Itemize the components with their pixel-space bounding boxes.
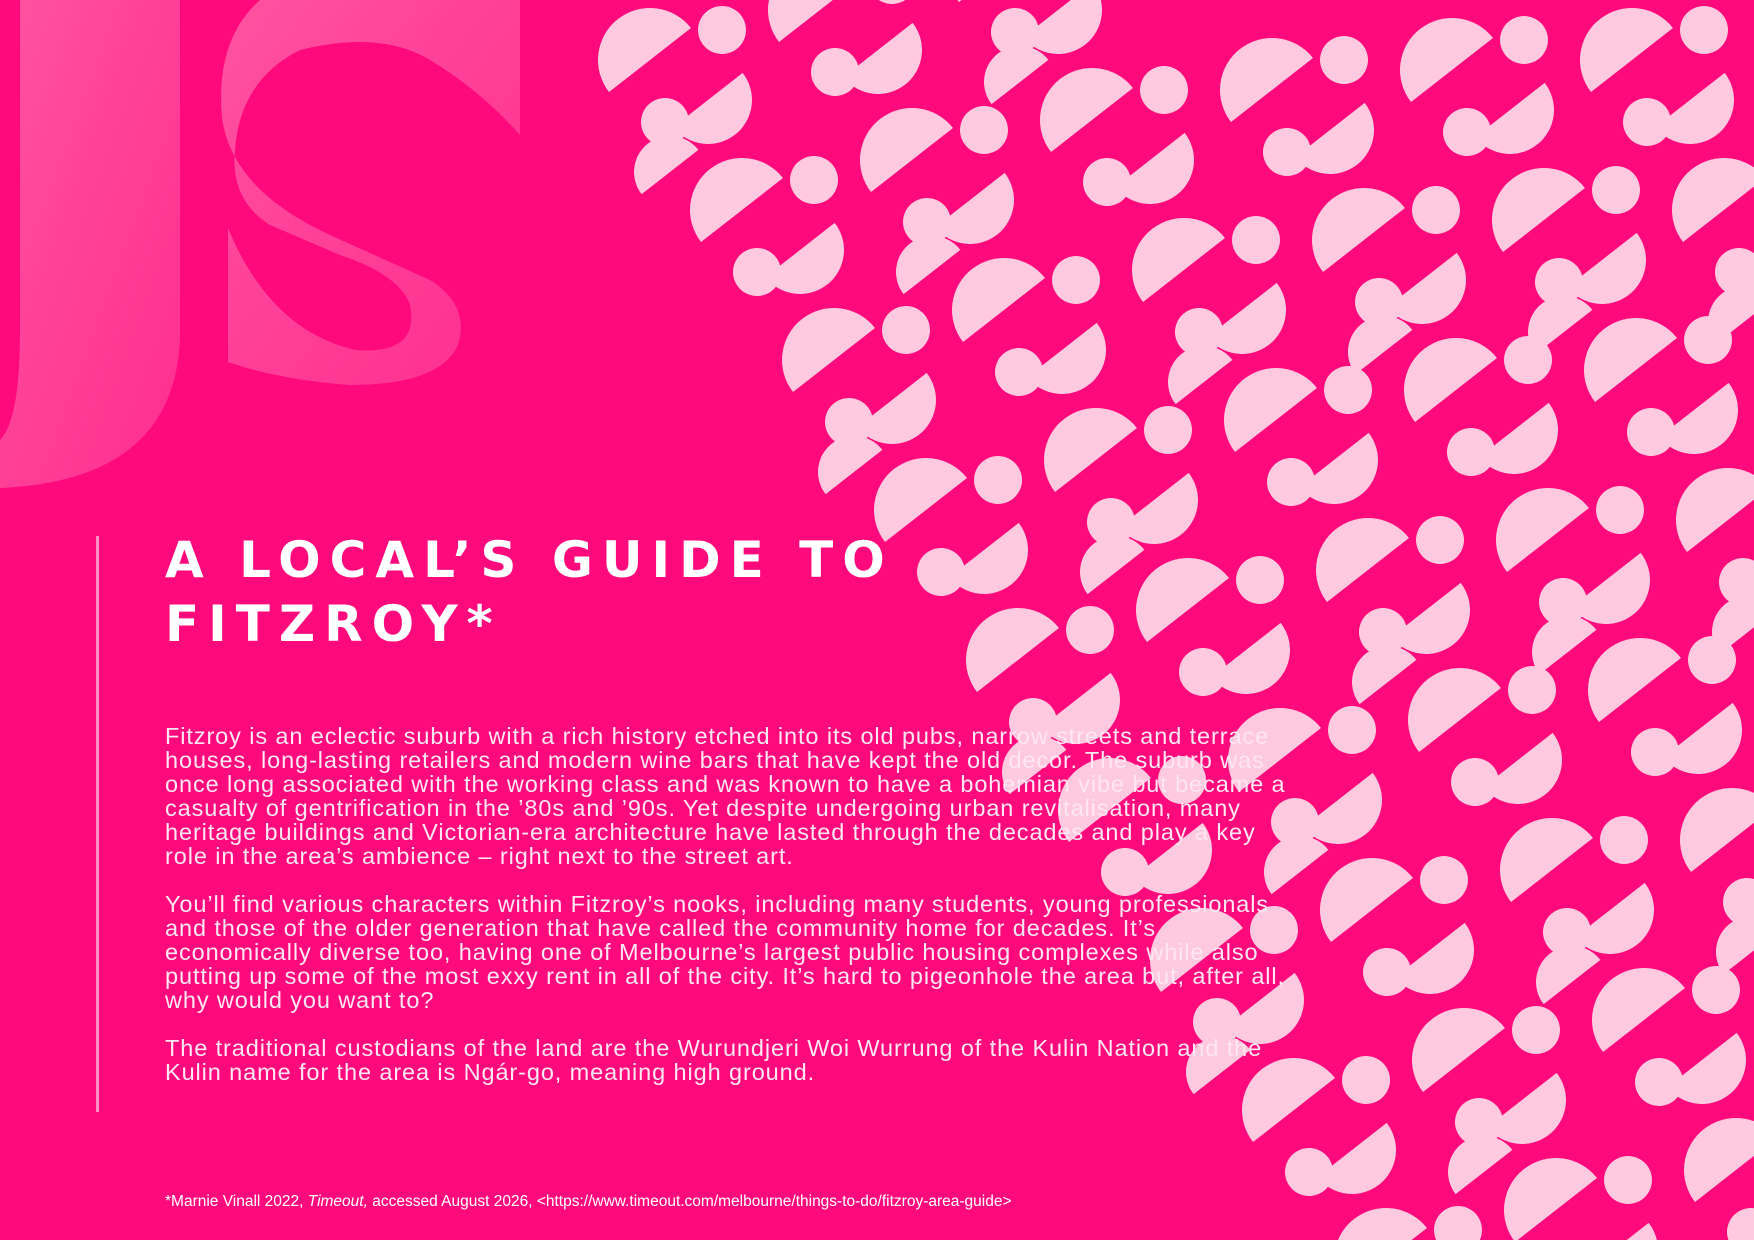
pattern-half-disc — [761, 287, 875, 392]
pattern-motif — [1651, 137, 1754, 344]
body-text — [165, 724, 1295, 1108]
pattern-motif — [1019, 47, 1212, 222]
pattern-dot — [1416, 516, 1464, 564]
title-line-1: A LOCAL’S GUIDE TO — [165, 531, 894, 589]
title-line-2: FITZROY* — [165, 595, 502, 653]
pattern-motif — [931, 237, 1124, 412]
pattern-half-disc — [839, 87, 953, 192]
pattern-motif — [1659, 767, 1754, 974]
pattern-dot — [1412, 186, 1460, 234]
pattern-half-disc — [1111, 197, 1225, 302]
pattern-dot — [1631, 728, 1679, 776]
pattern-half-disc — [1199, 17, 1313, 122]
pattern-dot — [1066, 606, 1114, 654]
paragraph-community: You’ll find various characters within Fitzroy’s nooks, including many students, young professionals and those of the older generation that have called the community home for decades. It’s economically diverse too, having one of Melbourne’s largest public housing complexes while also putting up some of the most exxy rent in all of the city. It’s hard to pigeonhole the area but, after all, why would you want to? — [165, 891, 1285, 1013]
pattern-half-disc — [1023, 387, 1137, 492]
pattern-half-disc — [1391, 987, 1505, 1092]
pattern-dot — [1263, 128, 1311, 176]
pattern-dot — [1236, 556, 1284, 604]
pattern-motif — [1387, 647, 1580, 822]
pattern-half-disc — [747, 0, 861, 42]
pattern-dot — [868, 0, 916, 4]
pattern-motif — [1655, 447, 1754, 654]
pattern-dot — [1512, 1006, 1560, 1054]
pattern-motif — [1663, 1097, 1754, 1240]
pattern-dot — [1596, 486, 1644, 534]
pattern-half-disc — [1479, 797, 1593, 902]
pattern-half-disc — [927, 0, 1041, 2]
pattern-dot — [1052, 256, 1100, 304]
pattern-dot — [1342, 1056, 1390, 1104]
page-title — [165, 528, 1065, 656]
pattern-dot — [1727, 1208, 1754, 1240]
pattern-motif — [1299, 837, 1492, 1012]
footnote-prefix: *Marnie Vinall 2022, — [165, 1193, 308, 1210]
pattern-half-disc — [1475, 467, 1589, 572]
pattern-motif — [1203, 347, 1396, 522]
pattern-dot — [960, 106, 1008, 154]
pattern-motif — [1199, 17, 1392, 192]
pattern-dot — [733, 248, 781, 296]
pattern-dot — [995, 348, 1043, 396]
pattern-half-disc — [1471, 147, 1585, 252]
pattern-dot — [1144, 406, 1192, 454]
pattern-dot — [1451, 758, 1499, 806]
pattern-dot — [1592, 166, 1640, 214]
footnote-publication: Timeout, — [307, 1193, 368, 1210]
pattern-half-disc — [577, 0, 691, 92]
pattern-motif — [1571, 947, 1754, 1122]
pattern-half-disc — [1579, 1223, 1675, 1240]
pattern-dot — [1443, 108, 1491, 156]
pattern-motif — [669, 137, 862, 312]
pattern-dot — [698, 6, 746, 54]
pattern-half-disc — [1663, 1097, 1754, 1202]
footnote-suffix: accessed August 2026, <https://www.timeout.com/melbourne/things-to-do/fitzroy-area-guide> — [367, 1193, 1012, 1210]
pattern-motif — [1559, 0, 1752, 162]
pattern-half-disc — [1295, 497, 1409, 602]
pattern-dot — [1232, 216, 1280, 264]
pattern-half-disc — [1655, 447, 1754, 552]
pattern-dot — [1508, 666, 1556, 714]
pattern-half-disc — [1651, 137, 1754, 242]
pattern-dot — [1179, 648, 1227, 696]
source-footnote — [165, 1193, 1365, 1211]
pattern-dot — [1434, 1206, 1482, 1240]
pattern-dot — [1267, 458, 1315, 506]
pattern-dot — [811, 48, 859, 96]
pattern-dot — [1285, 1148, 1333, 1196]
pattern-motif — [1379, 0, 1572, 172]
pattern-half-disc — [1559, 0, 1673, 92]
pattern-dot — [1324, 366, 1372, 414]
pattern-half-disc — [1379, 0, 1493, 102]
pattern-dot — [1320, 36, 1368, 84]
pattern-motif — [1115, 537, 1308, 712]
pattern-dot — [1692, 966, 1740, 1014]
pattern-half-disc — [1291, 167, 1405, 272]
pattern-dot — [1363, 948, 1411, 996]
pattern-dot — [1447, 428, 1495, 476]
pattern-dot — [1600, 816, 1648, 864]
pattern-dot — [882, 306, 930, 354]
pattern-dot — [1500, 16, 1548, 64]
pattern-motif — [747, 0, 940, 112]
paragraph-history: Fitzroy is an eclectic suburb with a rich history etched into its old pubs, narrow streets and terrace houses, long-lasting retailers and modern wine bars that have kept the old decor. The suburb was once long associated with the working class and was known to have a bohemian vibe but became a casualty of gentrification in the ’80s and ’90s. Yet despite undergoing urban revitalisation, many heritage buildings and Victorian-era architecture have lasted through the decades and play a key role in the area’s ambience – right next to the street art. — [165, 723, 1286, 869]
pattern-dot — [974, 456, 1022, 504]
pattern-dot — [790, 156, 838, 204]
pattern-dot — [1627, 408, 1675, 456]
paragraph-custodians: The traditional custodians of the land are the Wurundjeri Woi Wurrung of the Kulin Nation and the Kulin name for the area is Ngár-go, meaning high ground. — [165, 1035, 1263, 1085]
pattern-dot — [1420, 856, 1468, 904]
vertical-divider-line — [96, 536, 99, 1112]
pattern-dot — [1635, 1058, 1683, 1106]
pattern-dot — [1140, 66, 1188, 114]
pattern-dot — [1623, 98, 1671, 146]
pattern-dot — [1083, 158, 1131, 206]
pattern-motif — [1483, 1137, 1676, 1240]
pattern-half-disc — [1659, 767, 1754, 872]
pattern-dot — [1328, 706, 1376, 754]
pattern-dot — [1604, 1156, 1652, 1204]
pattern-dot — [1680, 6, 1728, 54]
